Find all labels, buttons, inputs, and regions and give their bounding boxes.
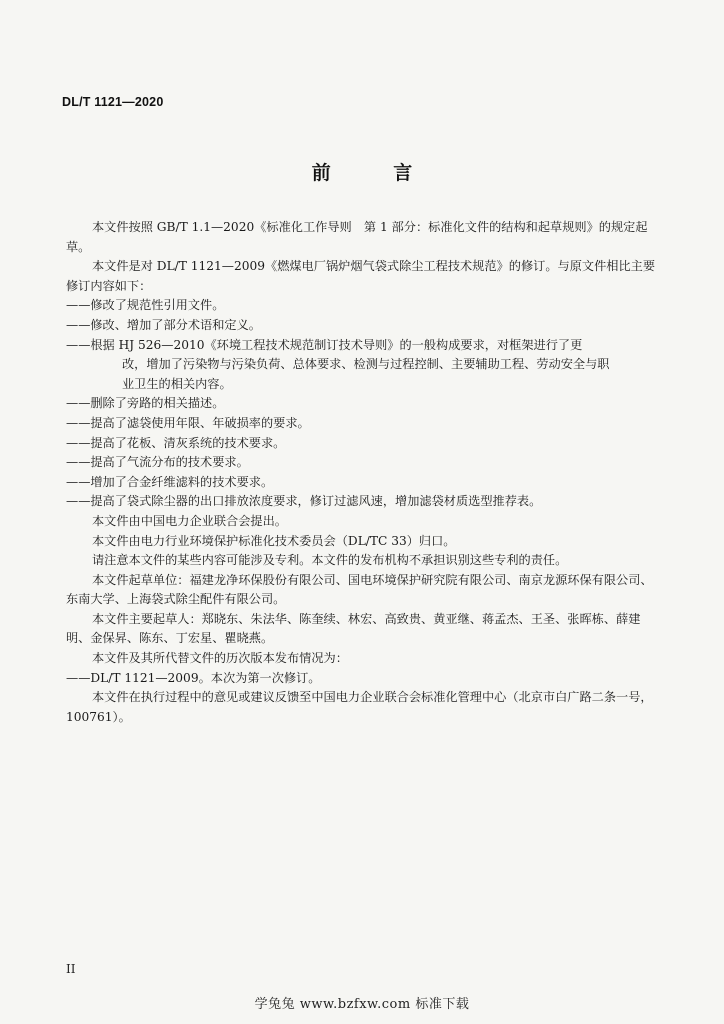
list-item: ——DL/T 1121—2009。本次为第一次修订。 bbox=[66, 670, 321, 685]
list-item: ——提高了气流分布的技术要求。 bbox=[66, 455, 249, 470]
paragraph-version-history: 本文件及其所代替文件的历次版本发布情况为： bbox=[92, 651, 348, 666]
list-item: ——修改了规范性引用文件。 bbox=[66, 298, 225, 313]
list-item-line: 业卫生的相关内容。 bbox=[122, 376, 232, 391]
standard-code: DL/T 1121—2020 bbox=[62, 95, 164, 109]
list-item: ——提高了袋式除尘器的出口排放浓度要求，修订过滤风速，增加滤袋材质选型推荐表。 bbox=[66, 494, 542, 509]
list-item-line: 改，增加了污染物与污染负荷、总体要求、检测与过程控制、主要辅助工程、劳动安全与职 bbox=[122, 357, 610, 372]
paragraph-feedback: 本文件在执行过程中的意见或建议反馈至中国电力企业联合会标准化管理中心（北京市白广路二条一号，100761）。 bbox=[66, 690, 653, 724]
paragraph-committee: 本文件由电力行业环境保护标准化技术委员会（DL/TC 33）归口。 bbox=[92, 533, 456, 548]
foreword-body bbox=[66, 218, 662, 727]
list-item: ——提高了滤袋使用年限、年破损率的要求。 bbox=[66, 415, 310, 430]
list-item: ——增加了合金纤维滤料的技术要求。 bbox=[66, 474, 274, 489]
paragraph-drafters: 本文件主要起草人：郑晓东、朱法华、陈奎续、林宏、高致贵、黄亚继、蒋孟杰、王圣、张晖栋、薛建明、金保昇、陈东、丁宏星、瞿晓燕。 bbox=[66, 611, 641, 646]
list-item: ——提高了花板、清灰系统的技术要求。 bbox=[66, 435, 286, 450]
paragraph-drafting-units: 本文件起草单位：福建龙净环保股份有限公司、国电环境保护研究院有限公司、南京龙源环保有限公司、东南大学、上海袋式除尘配件有限公司。 bbox=[66, 572, 653, 607]
paragraph-proposer: 本文件由中国电力企业联合会提出。 bbox=[92, 513, 287, 528]
paragraph-revision-intro: 本文件是对 DL/T 1121—2009《燃煤电厂锅炉烟气袋式除尘工程技术规范》的修订。与原文件相比主要修订内容如下： bbox=[66, 259, 656, 293]
page-title: 前 言 bbox=[311, 162, 441, 184]
list-item: ——删除了旁路的相关描述。 bbox=[66, 396, 225, 411]
page-number: II bbox=[66, 962, 76, 976]
watermark-text: 学兔兔 www.bzfxw.com 标准下载 bbox=[254, 997, 470, 1012]
list-item: ——修改、增加了部分术语和定义。 bbox=[66, 317, 261, 332]
list-item-line: ——根据 HJ 526—2010《环境工程技术规范制订技术导则》的一般构成要求，对框架进行了更 bbox=[66, 337, 583, 352]
list-item bbox=[66, 336, 662, 395]
paragraph-drafting-rules: 本文件按照 GB/T 1.1—2020《标准化工作导则 第 1 部分：标准化文件的结构和起草规则》的规定起草。 bbox=[66, 220, 648, 254]
paragraph-patent-notice: 请注意本文件的某些内容可能涉及专利。本文件的发布机构不承担识别这些专利的责任。 bbox=[92, 553, 568, 568]
